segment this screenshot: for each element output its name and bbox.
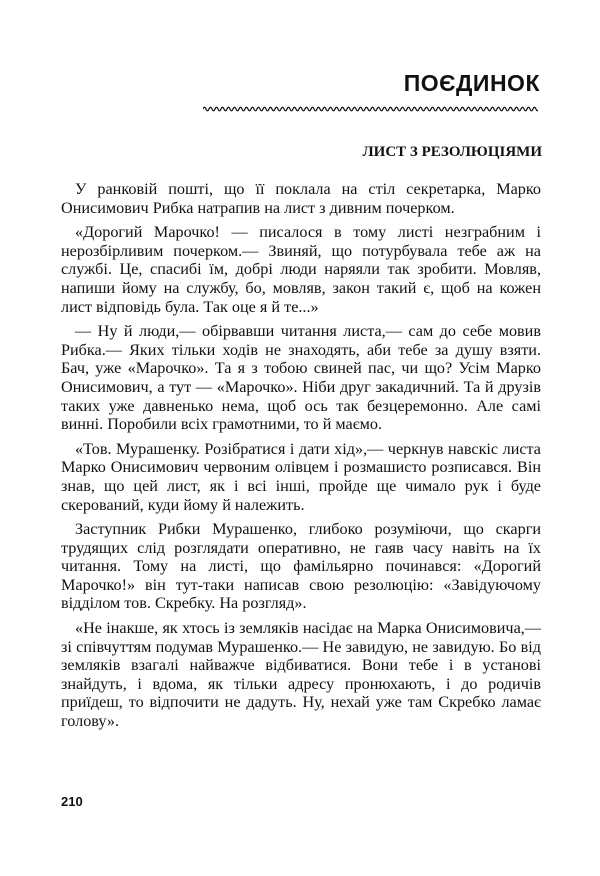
body-text bbox=[61, 180, 541, 737]
paragraph: — Ну й люди,— обірвавши читання листа,— сам до себе мовив Рибка.— Яких тільки ходів не знаходять, аби тебе за душу взяти. Бач, уже «Марочко». Та я з тобою свиней пас, чи що? Усім Марко Онисимович, а тут — «Марочко». Ніби друг закадичний. Та й друзів таких уже давненько нема, щоб ось так безцеремонно. Але самі винні. Поробили всіх грамотними, то й маємо. bbox=[61, 322, 541, 434]
section-title: ЛИСТ З РЕЗОЛЮЦІЯМИ bbox=[362, 144, 542, 160]
chapter-title: ПОЄДИНОК bbox=[403, 70, 540, 96]
paragraph: «Не інакше, як хтось із земляків насідає на Марка Онисимовича,— зі співчуттям подумав Мурашенко.— Не завидую, не завидую. Бо від земляків взагалі найважче відбиватися. Вони тебе і в установі знайдуть, і вдома, як тільки адресу пронюхають, і до родичів приїдеш, то відпочити не дадуть. Ну, нехай уже там Скребко ламає голову». bbox=[61, 619, 541, 731]
paragraph: У ранковій пошті, що її поклала на стіл секретарка, Марко Онисимович Рибка натрапив на лист з дивним почерком. bbox=[61, 180, 541, 217]
wavy-divider bbox=[203, 104, 538, 114]
page-number: 210 bbox=[61, 794, 83, 809]
paragraph: «Тов. Мурашенку. Розібратися і дати хід»,— черкнув навскіс листа Марко Онисимович червоним олівцем і розмашисто розписався. Він знав, що цей лист, як і всі інші, пройде ще чимало рук і буде скерований, куди йому й належить. bbox=[61, 439, 541, 514]
paragraph: Заступник Рибки Мурашенко, глибоко розуміючи, що скарги трудящих слід розглядати оперативно, не гаяв часу навіть на їх читання. Тому на листі, що фамільярно починався: «Дорогий Марочко!» він тут-таки написав свою резолюцію: «Завідуючому відділом тов. Скребку. На розгляд». bbox=[61, 520, 541, 613]
paragraph: «Дорогий Марочко! — писалося в тому листі незграбним і нерозбірливим почерком.— Звиняй, що потурбувала тебе аж на службі. Це, спасибі їм, добрі люди наряяли так зробити. Мовляв, напиши йому на службу, бо, мовляв, закон такий є, щоб на кожен лист відповідь була. Так оце я й те...» bbox=[61, 223, 541, 316]
